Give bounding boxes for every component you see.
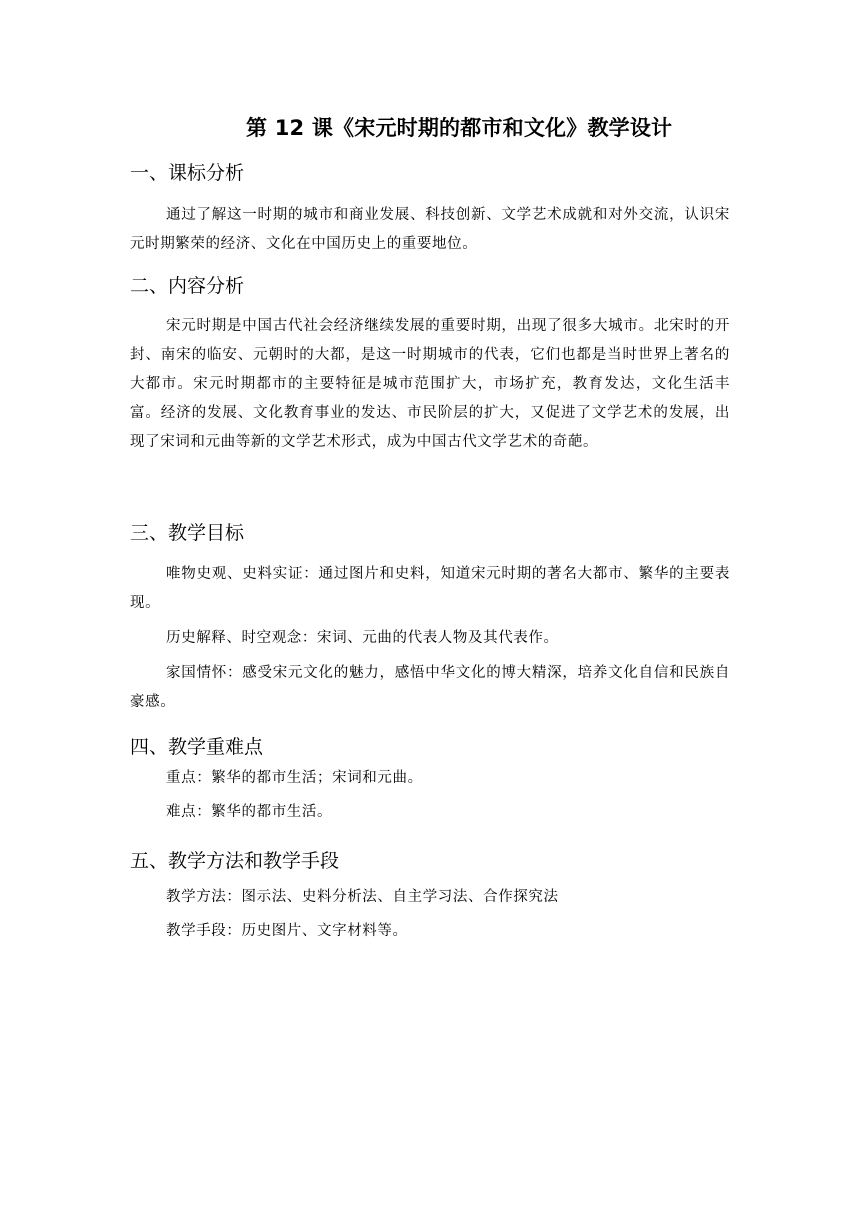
section-heading: 五、教学方法和教学手段 xyxy=(130,850,340,872)
paragraph: 宋元时期是中国古代社会经济继续发展的重要时期，出现了很多大城市。北宋时的开封、南宋的临安、元朝时的大都，是这一时期城市的代表，它们也都是当时世界上著名的大都市。宋元时期都市的主要特征是城市范围扩大，市场扩充，教育发达，文化生活丰富。经济的发展、文化教育事业的发达、市民阶层的扩大，又促进了文学艺术的发展，出现了宋词和元曲等新的文学艺术形式，成为中国古代文学艺术的奇葩。 xyxy=(130,318,730,450)
paragraph: 历史解释、时空观念：宋词、元曲的代表人物及其代表作。 xyxy=(166,630,559,646)
section-heading: 四、教学重难点 xyxy=(130,736,264,758)
section-heading: 二、内容分析 xyxy=(130,275,245,297)
section-heading: 一、课标分析 xyxy=(130,162,245,184)
section-teaching-objectives xyxy=(130,519,730,717)
paragraph: 重点：繁华的都市生活；宋词和元曲。 xyxy=(166,770,423,786)
paragraph: 教学方法：图示法、史料分析法、自主学习法、合作探究法 xyxy=(166,889,559,905)
section-curriculum-analysis xyxy=(130,159,730,259)
paragraph: 教学手段：历史图片、文字材料等。 xyxy=(166,923,408,939)
paragraph: 难点：繁华的都市生活。 xyxy=(166,804,333,820)
paragraph: 通过了解这一时期的城市和商业发展、科技创新、文学艺术成就和对外交流，认识宋元时期繁荣的经济、文化在中国历史上的重要地位。 xyxy=(130,207,730,252)
paragraph: 家国情怀：感受宋元文化的魅力，感悟中华文化的博大精深，培养文化自信和民族自豪感。 xyxy=(130,665,730,710)
section-key-difficult-points xyxy=(130,733,730,827)
document-title: 第 12 课《宋元时期的都市和文化》教学设计 xyxy=(246,116,673,140)
paragraph: 唯物史观、史料实证：通过图片和史料，知道宋元时期的著名大都市、繁华的主要表现。 xyxy=(130,566,730,611)
section-heading: 三、教学目标 xyxy=(130,522,245,544)
section-content-analysis xyxy=(130,272,730,457)
section-methods-means xyxy=(130,847,730,946)
